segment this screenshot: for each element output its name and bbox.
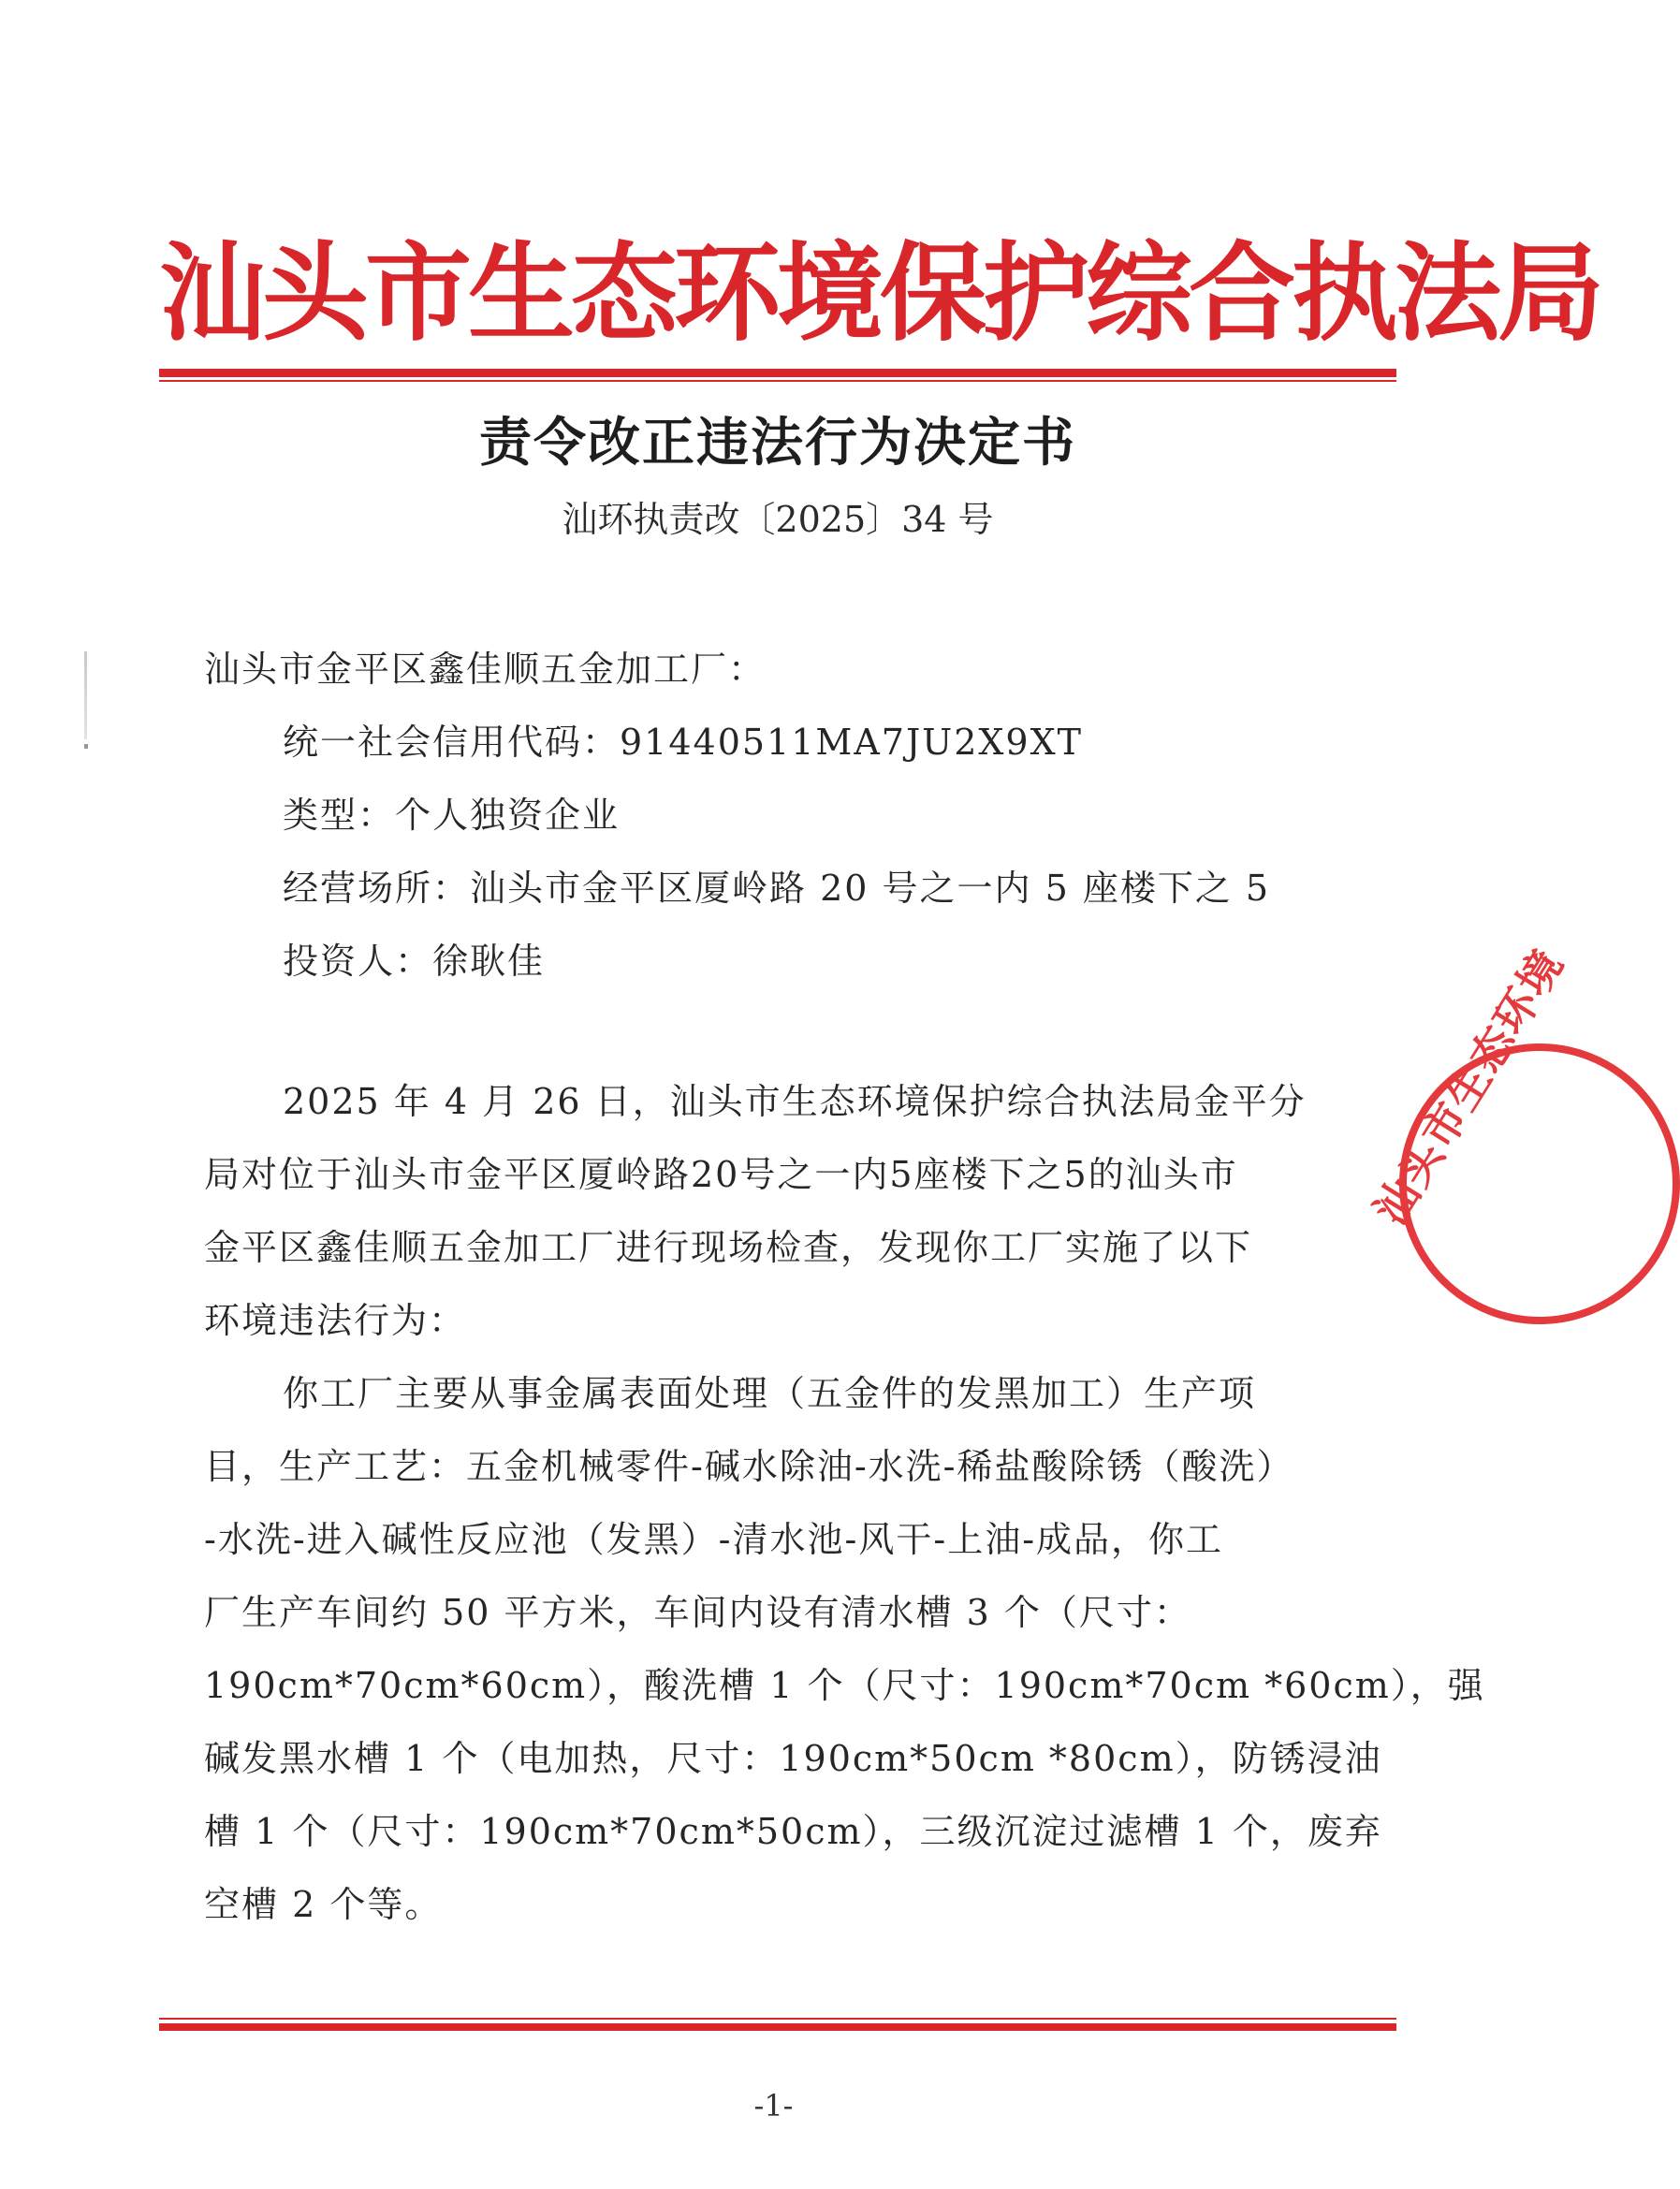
recipient-name: 汕头市金平区鑫佳顺五金加工厂： (204, 649, 767, 690)
paragraph-line: 190cm*70cm*60cm），酸洗槽 1 个（尺寸：190cm*70cm *60cm），强 (204, 1665, 1485, 1706)
paragraph-line: -水洗-进入碱性反应池（发黑）-清水池-风干-上油-成品，你工 (204, 1519, 1224, 1560)
recipient-type: 类型：个人独资企业 (283, 795, 621, 836)
recipient-block (204, 633, 1337, 998)
paragraph-line: 空槽 2 个等。 (204, 1884, 443, 1925)
letterhead-red-rule (159, 369, 1396, 377)
paragraph-line: 局对位于汕头市金平区厦岭路20号之一内5座楼下之5的汕头市 (204, 1154, 1238, 1195)
paragraph-line: 目，生产工艺：五金机械零件-碱水除油-水洗-稀盐酸除锈（酸洗） (204, 1446, 1294, 1487)
paragraph-inspection (204, 1065, 1337, 1357)
footer-red-rule (159, 2023, 1396, 2031)
document-number: 汕环执责改〔2025〕34 号 (562, 499, 994, 540)
paragraph-line: 金平区鑫佳顺五金加工厂进行现场检查，发现你工厂实施了以下 (204, 1227, 1253, 1268)
document-title: 责令改正违法行为决定书 (479, 412, 1076, 474)
paragraph-line: 碱发黑水槽 1 个（电加热，尺寸：190cm*50cm *80cm），防锈浸油 (204, 1738, 1382, 1779)
footer-thin-rule (159, 2018, 1396, 2020)
paragraph-line: 厂生产车间约 50 平方米，车间内设有清水槽 3 个（尺寸： (204, 1592, 1191, 1633)
binding-margin-mark (84, 651, 87, 739)
agency-letterhead: 汕头市生态环境保护综合执法局 (159, 230, 1601, 356)
binding-margin-dot (84, 744, 88, 749)
paragraph-production (204, 1357, 1485, 1941)
paragraph-line: 你工厂主要从事金属表面处理（五金件的发黑加工）生产项 (283, 1373, 1257, 1414)
paragraph-line: 槽 1 个（尺寸：190cm*70cm*50cm），三级沉淀过滤槽 1 个，废弃 (204, 1811, 1382, 1852)
paragraph-line: 2025 年 4 月 26 日，汕头市生态环境保护综合执法局金平分 (283, 1081, 1307, 1122)
paragraph-line: 环境违法行为： (204, 1300, 467, 1341)
official-seal-stamp (1364, 940, 1680, 1324)
page-number: -1- (753, 2088, 794, 2123)
recipient-credit-code: 统一社会信用代码：91440511MA7JU2X9XT (283, 722, 1084, 763)
letterhead-thin-rule (159, 380, 1396, 382)
recipient-investor: 投资人：徐耿佳 (283, 941, 546, 982)
recipient-address: 经营场所：汕头市金平区厦岭路 20 号之一内 5 座楼下之 5 (283, 868, 1271, 909)
seal-text: 汕头市生态环境 (1364, 940, 1574, 1233)
